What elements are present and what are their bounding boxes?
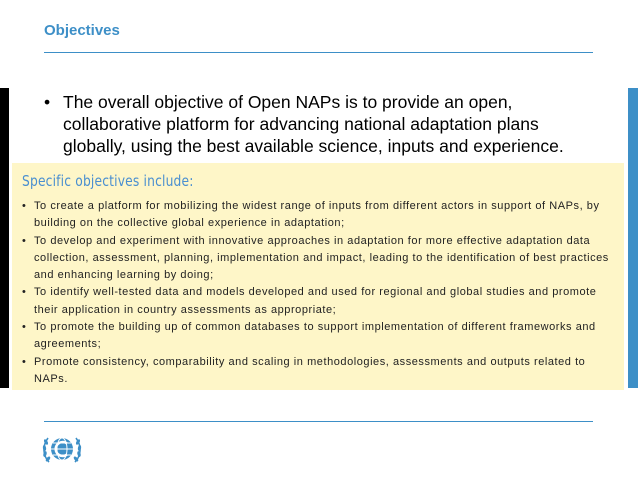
slide-title: Objectives <box>44 22 120 39</box>
list-item-text: Promote consistency, comparability and scaling in methodologies, assessments and outputs related to NAPs. <box>34 355 586 385</box>
bullet-marker: • <box>22 321 27 334</box>
list-item-text: To promote the building up of common databases to support implementation of different frameworks and agreements; <box>34 321 596 351</box>
specific-objectives-heading: Specific objectives include: <box>22 172 194 190</box>
right-edge-bar <box>628 88 638 388</box>
list-item <box>22 284 622 319</box>
list-item <box>22 233 622 285</box>
bullet-marker: • <box>22 355 27 368</box>
overall-objective <box>44 91 604 157</box>
title-divider <box>44 52 593 53</box>
bullet-marker: • <box>44 92 51 112</box>
left-edge-bar <box>0 88 9 388</box>
list-item-text: To create a platform for mobilizing the widest range of inputs from different actors in support of NAPs, by building on the collective global experience in adaptation; <box>34 200 600 230</box>
list-item-text: To develop and experiment with innovative approaches in adaptation for more effective adaptation data collection, assessment, planning, implementation and impact, leading to the identification of best practices and enhancing learning by doing; <box>34 234 609 282</box>
list-item <box>22 354 622 389</box>
list-item <box>22 319 622 354</box>
list-item-text: To identify well-tested data and models developed and used for regional and global studies and promote their application in country assessments as appropriate; <box>34 286 597 316</box>
specific-objectives-list <box>22 198 622 388</box>
unfccc-logo-icon <box>40 432 84 468</box>
overall-objective-text: The overall objective of Open NAPs is to provide an open, collaborative platform for advancing national adaptation plans globally, using the best available science, inputs and experience. <box>63 92 564 156</box>
bullet-marker: • <box>22 234 27 247</box>
list-item <box>22 198 622 233</box>
bullet-marker: • <box>22 286 27 299</box>
footer-divider <box>44 421 593 422</box>
bullet-marker: • <box>22 200 27 212</box>
specific-objectives-box <box>12 163 624 390</box>
